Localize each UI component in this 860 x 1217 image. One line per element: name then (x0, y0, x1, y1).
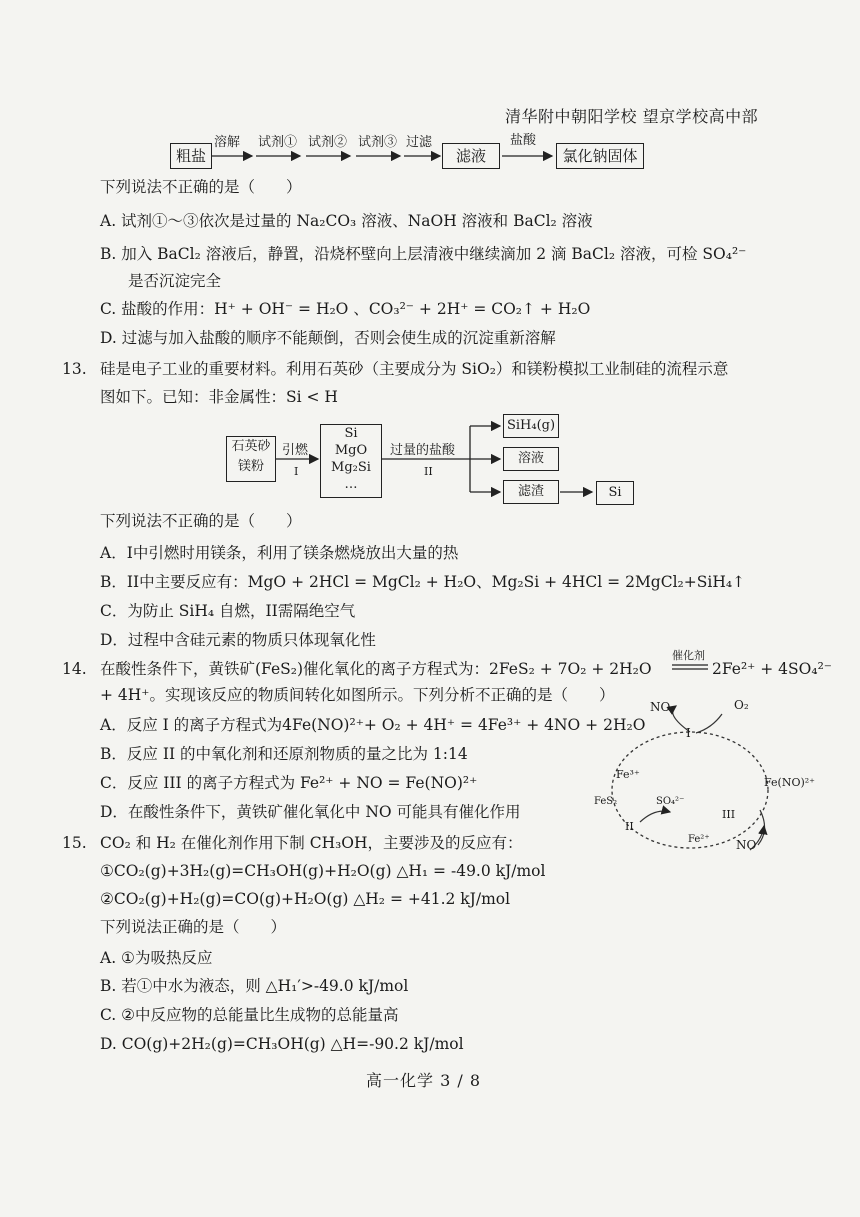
q15-reaction-2: ②CO₂(g)+H₂(g)=CO(g)+H₂O(g) △H₂ = +41.2 kJ/mol (100, 890, 511, 908)
q13-option-b: B．II中主要反应有：MgO + 2HCl = MgCl₂ + H₂O、Mg₂Si + 4HCl = 2MgCl₂+SiH₄↑ (100, 573, 746, 591)
q15-option-b: B. 若①中水为液态，则 △H₁′>-49.0 kJ/mol (100, 977, 409, 995)
q12-option-a: A. 试剂①～③依次是过量的 Na₂CO₃ 溶液、NaOH 溶液和 BaCl₂ 溶液 (100, 212, 593, 230)
q14-line2: + 4H⁺。实现该反应的物质间转化如图所示。下列分析不正确的是（ ） (100, 686, 615, 704)
q15-option-c: C. ②中反应物的总能量比生成物的总能量高 (100, 1006, 399, 1024)
q13-out2-box: 溶液 (503, 447, 559, 471)
cycle-fe3: Fe³⁺ (616, 768, 640, 781)
flow-end-box: 氯化钠固体 (556, 143, 644, 169)
flow-step-1: 溶解 (214, 135, 241, 150)
q14-line1-end: 2Fe²⁺ + 4SO₄²⁻ (712, 660, 832, 678)
q12-option-d: D. 过滤与加入盐酸的顺序不能颠倒，否则会使生成的沉淀重新溶解 (100, 329, 556, 347)
cycle-label-i: I (686, 726, 691, 740)
flow-start-box: 粗盐 (170, 143, 212, 169)
q15-reaction-1: ①CO₂(g)+3H₂(g)=CH₃OH(g)+H₂O(g) △H₁ = -49.0 kJ/mol (100, 862, 546, 880)
page-footer: 高一化学 3 / 8 (366, 1071, 482, 1090)
q13-option-a: A．I中引燃时用镁条，利用了镁条燃烧放出大量的热 (100, 544, 459, 562)
q13-out1-box: SiH₄(g) (503, 414, 559, 438)
q13-option-d: D．过程中含硅元素的物质只体现氧化性 (100, 631, 376, 649)
cycle-fe2: Fe²⁺ (688, 834, 710, 845)
q15-stem: 下列说法正确的是（ ） (100, 918, 287, 936)
flow-filtrate-box: 滤液 (442, 143, 500, 169)
q15-option-a: A. ①为吸热反应 (100, 949, 213, 967)
flow-step-3: 试剂② (308, 135, 348, 150)
q13-option-c: C．为防止 SiH₄ 自燃，II需隔绝空气 (100, 602, 356, 620)
q14-catalyst: 催化剂 (672, 649, 705, 662)
cycle-no-top: NO (650, 700, 671, 714)
q13-mid-box: Si MgO Mg₂Si … (320, 424, 382, 498)
q14-option-c: C．反应 III 的离子方程式为 Fe²⁺ + NO = Fe(NO)²⁺ (100, 774, 478, 792)
flow-step-2: 试剂① (258, 135, 298, 150)
q14-number: 14. (62, 660, 87, 678)
q13-stem: 下列说法不正确的是（ ） (100, 512, 302, 530)
school-header: 清华附中朝阳学校 望京学校高中部 (505, 107, 759, 126)
q14-option-a: A．反应 I 的离子方程式为4Fe(NO)²⁺+ O₂ + 4H⁺ = 4Fe³⁺ + 4NO + 2H₂O (100, 716, 646, 734)
flow-step-5: 过滤 (406, 135, 433, 150)
cycle-fes2: FeS₂ (594, 796, 618, 807)
cycle-feno: Fe(NO)²⁺ (764, 776, 815, 789)
cycle-label-ii: II (625, 820, 634, 833)
cycle-no-bottom: NO (736, 838, 757, 852)
q13-step2-num: II (424, 465, 433, 478)
cycle-o2: O₂ (734, 698, 749, 712)
q12-option-b: B. 加入 BaCl₂ 溶液后，静置，沿烧杯壁向上层清液中继续滴加 2 滴 BaCl₂ 溶液，可检 SO₄²⁻ (100, 245, 747, 263)
q15-option-d: D. CO(g)+2H₂(g)=CH₃OH(g) △H=-90.2 kJ/mol (100, 1035, 464, 1053)
q14-line1: 在酸性条件下，黄铁矿(FeS₂)催化氧化的离子方程式为：2FeS₂ + 7O₂ + 2H₂O (100, 660, 652, 678)
q13-step2-label: 过量的盐酸 (390, 443, 456, 458)
flow-acid-label: 盐酸 (510, 133, 537, 148)
q15-number: 15. (62, 834, 87, 852)
q14-option-b: B．反应 II 的中氧化剂和还原剂物质的量之比为 1:14 (100, 745, 468, 763)
q14-option-d: D．在酸性条件下，黄铁矿催化氧化中 NO 可能具有催化作用 (100, 803, 521, 821)
flow-step-4: 试剂③ (358, 135, 398, 150)
q15-line1: CO₂ 和 H₂ 在催化剂作用下制 CH₃OH，主要涉及的反应有： (100, 834, 523, 852)
cycle-label-iii: III (722, 808, 736, 821)
q13-number: 13. (62, 360, 87, 378)
cycle-so4: SO₄²⁻ (656, 796, 685, 807)
q13-step1-num: I (294, 465, 299, 478)
q13-input-box: 石英砂 镁粉 (226, 436, 276, 482)
q13-final-box: Si (596, 481, 634, 505)
q12-stem: 下列说法不正确的是（ ） (100, 178, 302, 196)
q13-line2: 图如下。已知：非金属性：Si < H (100, 388, 338, 406)
q13-line1: 硅是电子工业的重要材料。利用石英砂（主要成分为 SiO₂）和镁粉模拟工业制硅的流程示意 (100, 360, 729, 378)
q13-out3-box: 滤渣 (503, 480, 559, 504)
q12-option-b-cont: 是否沉淀完全 (128, 272, 222, 290)
q13-step1-label: 引燃 (282, 443, 309, 458)
q12-option-c: C. 盐酸的作用：H⁺ + OH⁻ = H₂O 、CO₃²⁻ + 2H⁺ = CO₂↑ + H₂O (100, 300, 591, 318)
